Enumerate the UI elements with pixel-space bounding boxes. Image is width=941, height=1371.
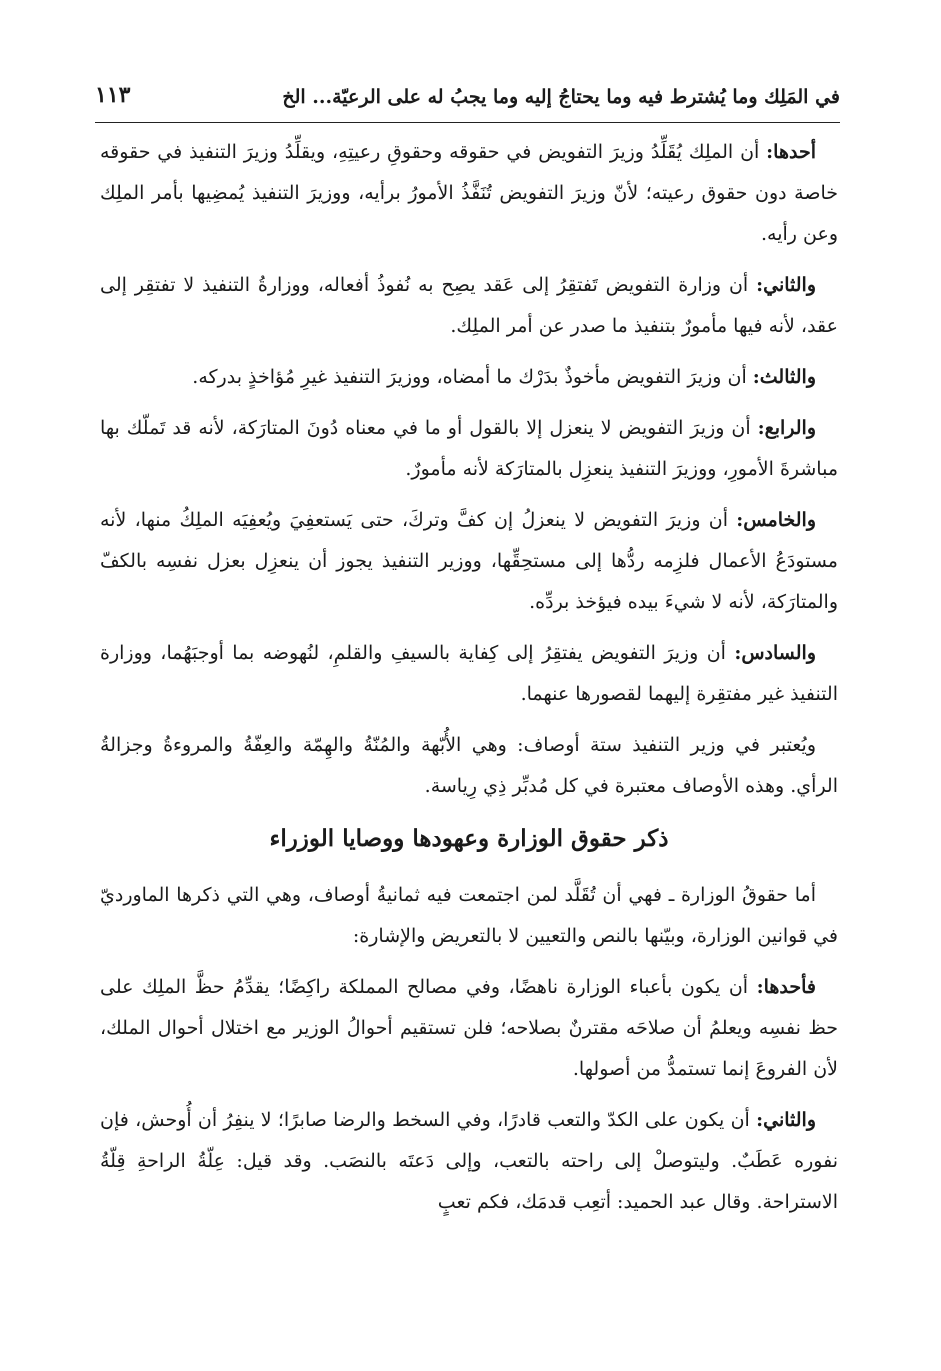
paragraph-text: أن يكون على الكدّ والتعب قادرًا، وفي السخط والرضا صابرًا؛ لا ينفِرُ أن أُوحش، فإن نفوره عَطَبٌ. وليتوصلْ إلى راحته بالتعب، وإلى دَعتَه بالنصَب. وقد قيل: عِلّةُ الراحةِ قِلّةُ الاستراحة. وقال عبد الحميد: أتعِب قدمَك، فكم تعبٍ — [100, 1109, 838, 1213]
paragraph-text: أن وزيرَ التفويض مأخوذٌ بدَرْك ما أمضاه، ووزيرَ التنفيذ غيرِ مُؤاخذٍ بدركه. — [192, 366, 753, 388]
paragraph-text: أن وزيرَ التفويض يفتقِرُ إلى كِفاية بالسيفِ والقلمِ، لنُهوضه بما أوجبَهُما، ووزارة التنفيذ غير مفتقِرة إليهما لقصورها عنهما. — [100, 642, 838, 705]
running-header — [95, 80, 840, 120]
paragraph-text: أن يكون بأعباء الوزارة ناهضًا، وفي مصالح المملكة راكِضًا؛ يقدِّمُ حظَّ الملِك على حظ نفسِه ويعلمُ أن صلاحَه مقترنٌ بصلاحه؛ فلن تستقيم أحوالُ الوزير مع اختلال أحوال الملك، لأن الفروعَ إنما تستمدُّ من أصولها. — [100, 976, 838, 1080]
paragraph-4 — [100, 408, 838, 490]
paragraph-text: أن وزيرَ التفويض لا ينعزلُ إن كفَّ وتركَ، حتى يَستعفِيَ ويُعفِيَه الملِكُ منها، لأنه مستودَعُ الأعمال فلزِمه ردُّها إلى مستحِقِّها، ووزير التنفيذ يجوز أن ينعزِل بعزل نفسِه بالكفّ والمتارَكة، لأنه لا شيءَ بيده فيؤخذ بردِّه. — [100, 509, 838, 613]
header-rule — [95, 122, 840, 123]
paragraph-6 — [100, 633, 838, 715]
paragraph-lead: والسادس: — [734, 642, 816, 664]
paragraph-lead: فأحدها: — [756, 976, 816, 998]
paragraph-lead: والثاني: — [756, 1109, 816, 1131]
paragraph-1 — [100, 132, 838, 255]
paragraph-7 — [100, 725, 838, 807]
paragraph-lead: والخامس: — [736, 509, 816, 531]
paragraph-lead: والرابع: — [757, 417, 816, 439]
paragraph-text: أن وزيرَ التفويض لا ينعزل إلا بالقول أو ما في معناه دُونَ المتارَكة، لأنه قد تَملّك بها مباشرةَ الأمورِ، ووزيرَ التنفيذ ينعزِل بالمتارَكة لأنه مأمورٌ. — [100, 417, 838, 480]
paragraph-text: أن الملِك يُقَلِّدُ وزيرَ التفويض في حقوقه وحقوقِ رعيتِهِ، ويقلِّدُ وزيرَ التنفيذ في حقوقه خاصة دون حقوق رعيته؛ لأنّ وزيرَ التفويض تُنَفَّذُ الأمورُ برأيه، ووزيرَ التنفيذ يُمضِيها بأمر الملِك وعن رأيه. — [100, 141, 838, 245]
paragraph-9 — [100, 967, 838, 1090]
paragraph-text: ويُعتبر في وزير التنفيذ ستة أوصاف: وهي الأُبّهة والمُنّةُ والهِمّة والعِفّةُ والمروءةُ وجزالةُ الرأي. وهذه الأوصاف معتبرة في كل مُدبِّر ذِي رِياسة. — [100, 734, 838, 797]
paragraph-10 — [100, 1100, 838, 1223]
paragraph-5 — [100, 500, 838, 623]
paragraph-lead: والثاني: — [756, 274, 816, 296]
page-body — [100, 132, 838, 1233]
page-number: ١١٣ — [95, 82, 131, 108]
running-header-title: في المَلِك وما يُشترط فيه وما يحتاجُ إليه وما يجبُ له على الرعيّة... الخ — [282, 86, 840, 108]
paragraph-3 — [100, 357, 838, 398]
paragraph-lead: والثالث: — [752, 366, 816, 388]
paragraph-text: أن وزارة التفويض تَفتقِرُ إلى عَقد يصِح به نُفوذُ أفعاله، ووزارةُ التنفيذ لا تفتقِر إلى عقد، لأنه فيها مأمورٌ بتنفيذ ما صدر عن أمر الملِك. — [100, 274, 838, 337]
paragraph-2 — [100, 265, 838, 347]
paragraph-8 — [100, 875, 838, 957]
section-heading: ذكر حقوق الوزارة وعهودها ووصايا الوزراء — [269, 825, 669, 852]
paragraph-lead: أحدها: — [766, 141, 816, 163]
paragraph-text: أما حقوقُ الوزارة ـ فهي أن تُقَلَّد لمن اجتمعت فيه ثمانيةُ أوصاف، وهي التي ذكرها الماورديّ في قوانين الوزارة، وبيّنها بالنص والتعيين لا بالتعريض والإشارة: — [100, 884, 838, 947]
